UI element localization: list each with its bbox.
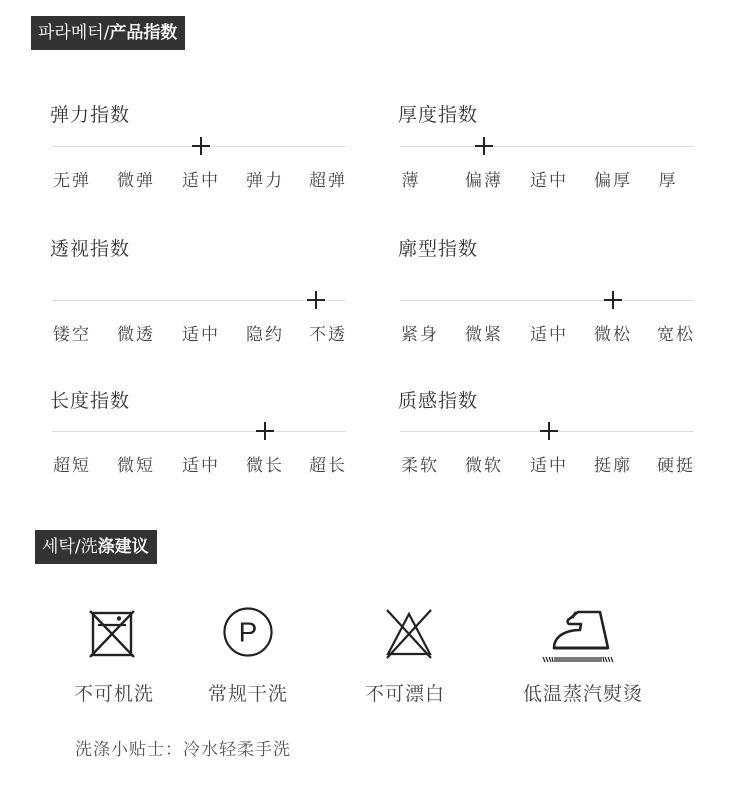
- care-label: 常规干洗: [208, 683, 289, 705]
- scale-label: 挺廓: [594, 456, 632, 476]
- section-header-title: 涤建议: [97, 537, 149, 557]
- param-title: 厚度指数: [398, 104, 479, 126]
- plus-marker-icon: [475, 137, 493, 155]
- scale-label: 柔软: [401, 456, 439, 476]
- section-header-prefix: 세탁/洗: [42, 537, 98, 557]
- care-label: 不可漂白: [365, 683, 446, 705]
- scale-label: 适中: [530, 456, 568, 476]
- section-header-prefix: 파라메터/: [38, 23, 110, 43]
- scale-label: 微松: [594, 325, 632, 345]
- scale-label: 适中: [530, 325, 568, 345]
- scale-label: 适中: [182, 325, 220, 345]
- section-header-product-index: [31, 16, 185, 50]
- scale-label: 宽松: [657, 325, 695, 345]
- washing-tip: 洗涤小贴士：冷水轻柔手洗: [75, 740, 291, 760]
- scale-label: 超弹: [309, 171, 347, 191]
- param-title: 质感指数: [398, 390, 479, 412]
- dry-clean-letter: P: [238, 616, 258, 648]
- param-track: [52, 431, 346, 432]
- scale-label: 超短: [53, 456, 91, 476]
- plus-marker-icon: [540, 422, 558, 440]
- scale-label: 微短: [117, 456, 155, 476]
- param-title: 廓型指数: [398, 238, 479, 260]
- scale-label: 无弹: [53, 171, 91, 191]
- scale-label: 偏薄: [465, 171, 503, 191]
- scale-label: 微软: [465, 456, 503, 476]
- scale-label: 适中: [182, 456, 220, 476]
- scale-label: 微紧: [465, 325, 503, 345]
- param-title: 长度指数: [50, 390, 131, 412]
- no-bleach-icon: [383, 608, 435, 660]
- scale-label: 不透: [309, 325, 347, 345]
- section-header-washing: [35, 530, 157, 564]
- dry-clean-icon: [222, 606, 274, 658]
- param-title: 透视指数: [50, 238, 131, 260]
- section-header-title: 产品指数: [109, 23, 178, 43]
- param-track: [400, 300, 694, 301]
- care-label: 低温蒸汽熨烫: [523, 683, 644, 705]
- scale-label: 超长: [309, 456, 347, 476]
- care-label: 不可机洗: [74, 683, 155, 705]
- no-machine-wash-icon: [88, 609, 136, 659]
- plus-marker-icon: [604, 291, 622, 309]
- scale-label: 微长: [246, 456, 284, 476]
- scale-label: 微透: [117, 325, 155, 345]
- scale-label: 镂空: [53, 325, 91, 345]
- scale-label: 弹力: [246, 171, 284, 191]
- param-track: [400, 146, 694, 147]
- scale-label: 薄: [401, 171, 421, 191]
- scale-label: 适中: [182, 171, 220, 191]
- scale-label: 偏厚: [594, 171, 632, 191]
- scale-label: 硬挺: [657, 456, 695, 476]
- plus-marker-icon: [256, 422, 274, 440]
- param-track: [52, 300, 346, 301]
- param-title: 弹力指数: [50, 104, 131, 126]
- scale-label: 紧身: [401, 325, 439, 345]
- scale-label: 微弹: [117, 171, 155, 191]
- plus-marker-icon: [192, 137, 210, 155]
- low-temp-steam-iron-icon: [540, 606, 616, 666]
- scale-label: 适中: [530, 171, 568, 191]
- scale-label: 隐约: [246, 325, 284, 345]
- plus-marker-icon: [307, 291, 325, 309]
- scale-label: 厚: [658, 171, 678, 191]
